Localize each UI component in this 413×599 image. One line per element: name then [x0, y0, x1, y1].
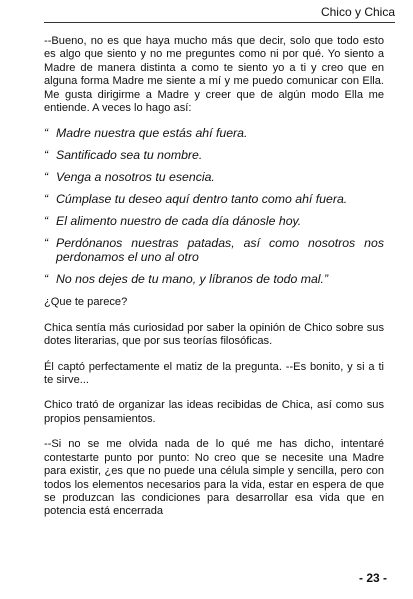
quote-mark: “ — [44, 170, 49, 185]
quote-mark: “ — [44, 236, 49, 251]
paragraph-answer: --Si no se me olvida nada de lo qué me has dicho, intentaré contestarte punto por punto: No creo que se necesite una Madre para existir, ¿es que no puede una célula simple y sencilla, pero con todos los elementos necesarios para la vida, estar en espera de que se produzcan las condiciones para desarrollar esa vida que en potencia está encerrada — [44, 438, 384, 518]
prayer-line-text: Madre nuestra que estás ahí fuera. — [56, 126, 248, 141]
prayer-line-text: Perdónanos nuestras patadas, así como nosotros nos perdonamos el uno al otro — [56, 236, 384, 265]
quote-mark: “ — [44, 272, 49, 287]
quote-mark: “ — [44, 214, 49, 229]
prayer-line-text: No nos dejes de tu mano, y líbranos de todo mal.” — [56, 272, 329, 287]
paragraph-reply: Él captó perfectamente el matiz de la pregunta. --Es bonito, y si a ti te sirve... — [44, 360, 384, 387]
prayer-line — [44, 236, 384, 264]
paragraph-intro: --Bueno, no es que haya mucho más que decir, solo que todo esto es algo que siento y no me preguntes como ni por qué. Yo siento a Madre de manera distinta a como te siento yo a ti y creo que en alguna forma Madre me siente a mí y me puedo comunicar con Ella. Me gusta dirigirme a Madre y creer que de algún modo Ella me entiende. A veces lo hago así: — [44, 35, 384, 115]
page-body — [44, 35, 384, 530]
quote-mark: “ — [44, 126, 49, 141]
prayer-line — [44, 126, 384, 140]
paragraph-curiosity: Chica sentía más curiosidad por saber la opinión de Chico sobre sus dotes literarias, que por sus teorías filosóficas. — [44, 321, 384, 348]
paragraph-organize: Chico trató de organizar las ideas recibidas de Chica, así como sus propios pensamientos. — [44, 399, 384, 425]
prayer-line-text: Santificado sea tu nombre. — [56, 148, 203, 163]
quote-mark: “ — [44, 192, 49, 207]
running-header: Chico y Chica — [320, 5, 395, 19]
prayer-line — [44, 272, 384, 286]
prayer-line-text: Venga a nosotros tu esencia. — [56, 170, 215, 185]
header-rule — [44, 22, 395, 23]
paragraph-question: ¿Que te parece? — [44, 296, 128, 309]
prayer-line — [44, 170, 384, 184]
prayer-line-text: El alimento nuestro de cada día dánosle hoy. — [56, 214, 302, 229]
prayer-line — [44, 214, 384, 228]
page-number: - 23 - — [358, 571, 387, 585]
prayer-line-text: Cúmplase tu deseo aquí dentro tanto como ahí fuera. — [56, 192, 348, 207]
prayer-line — [44, 192, 384, 206]
prayer-line — [44, 148, 384, 162]
quote-mark: “ — [44, 148, 49, 163]
prayer-block — [44, 126, 384, 286]
